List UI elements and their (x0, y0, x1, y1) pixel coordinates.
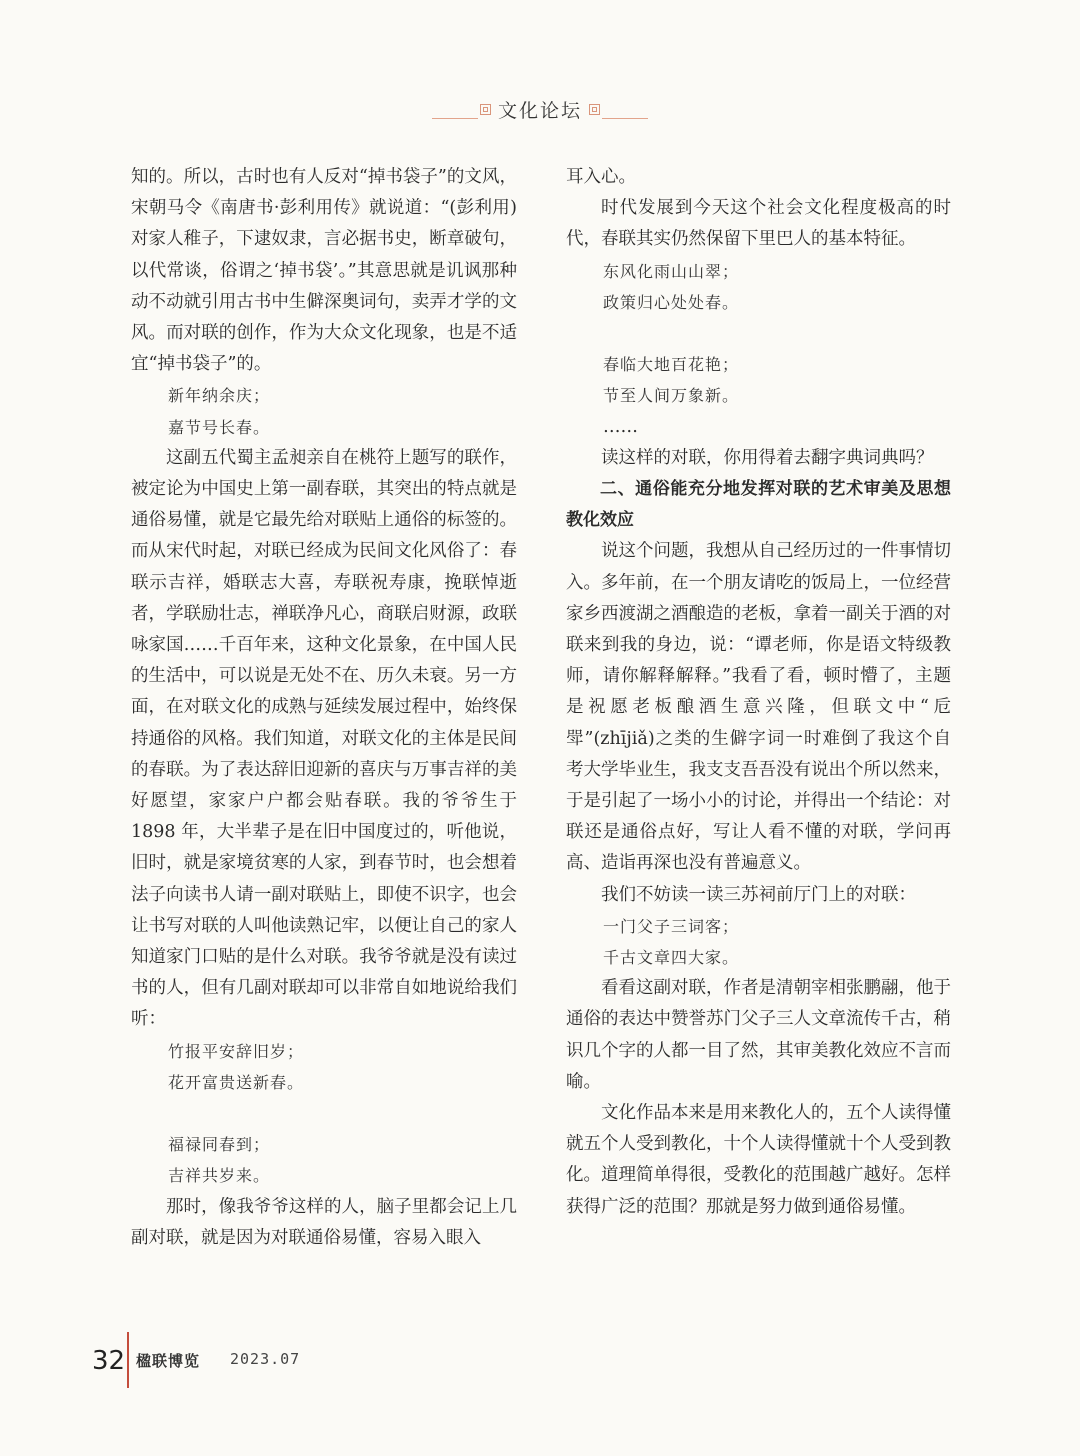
header-rule-right (602, 118, 648, 119)
paragraph: 这副五代蜀主孟昶亲自在桃符上题写的联作，被定论为中国史上第一副春联，其突出的特点就是通俗易懂，就是它最先给对联贴上通俗的标签的。而从宋代时起，对联已经成为民间文化风俗了：春联示吉祥，婚联志大喜，寿联祝寿康，挽联悼逝者，学联励壮志，禅联净凡心，商联启财源，政联咏家国……千百年来，这种文化景象，在中国人民的生活中，可以说是无处不在、历久未衰。另一方面，在对联文化的成熟与延续发展过程中，始终保持通俗的风格。我们知道，对联文化的主体是民间的春联。为了表达辞旧迎新的喜庆与万事吉祥的美好愿望，家家户户都会贴春联。我的爷爷生于 1898 年，大半辈子是在旧中国度过的，听他说，旧时，就是家境贫寒的人家，到春节时，也会想着法子向读书人请一副对联贴上，即使不识字，也会让书写对联的人叫他读熟记牢，以便让自己的家人知道家门口贴的是什么对联。我爷爷就是没有读过书的人，但有几副对联却可以非常自如地说给我们听： (131, 447, 517, 1030)
couplet-line: 花开富贵送新春。 (168, 1072, 305, 1092)
paragraph-continued: 耳入心。 (566, 167, 636, 187)
paragraph-continued: 知的。所以，古时也有人反对“掉书袋子”的文风，宋朝马令《南唐书·彭利用传》就说道：“(彭利用)对家人稚子，下逮奴隶，言必据书史，断章破句，以代常谈，俗谓之‘掉书袋’。”其意思就是讥讽那种动不动就引用古书中生僻深奥词句，卖弄才学的文风。而对联的创作，作为大众文化现象，也是不适宜“掉书袋子”的。 (131, 167, 517, 375)
left-column (131, 162, 517, 1254)
section-header (432, 96, 648, 126)
paragraph: 读这样的对联，你用得着去翻字典词典吗？ (601, 447, 934, 468)
ellipsis: …… (603, 416, 638, 437)
section-heading: 二、通俗能充分地发挥对联的艺术审美及思想教化效应 (566, 479, 951, 531)
paragraph: 我们不妨读一读三苏祠前厅门上的对联： (601, 884, 916, 905)
paragraph: 文化作品本来是用来教化人的，五个人读得懂就五个人受到教化，十个人读得懂就十个人受到教化。道理简单得很，受教化的范围越广越好。怎样获得广泛的范围？那就是努力做到通俗易懂。 (566, 1103, 951, 1217)
issue-date: 2023.07 (230, 1350, 301, 1368)
couplet-line: 春临大地百花艳； (603, 355, 740, 375)
couplet-line: 政策归心处处春。 (603, 292, 740, 312)
couplet-line: 嘉节号长春。 (168, 417, 271, 437)
right-column (566, 162, 951, 1223)
page-footer (92, 1332, 332, 1390)
verse-gap (131, 1098, 517, 1129)
paragraph: 时代发展到今天这个社会文化程度极高的时代，春联其实仍然保留下里巴人的基本特征。 (566, 198, 951, 250)
magazine-name: 楹联博览 (136, 1352, 201, 1370)
couplet-line: 一门父子三词客； (603, 916, 740, 936)
paragraph: 那时，像我爷爷这样的人，脑子里都会记上几副对联，就是因为对联通俗易懂，容易入眼入 (131, 1196, 517, 1248)
couplet-line: 福禄同春到； (168, 1135, 271, 1155)
section-title: 文化论坛 (497, 100, 582, 122)
verse-gap (566, 318, 951, 349)
paragraph: 说这个问题，我想从自己经历过的一件事情切入。多年前，在一个朋友请吃的饭局上，一位经营家乡西渡湖之酒酿造的老板，拿着一副关于酒的对联来到我的身边，说：“谭老师，你是语文特级教师，请你解释解释。”我看了看，顿时懵了，主题是祝愿老板酿酒生意兴隆，但联文中“卮斝”(zhījiǎ)之类的生僻字词一时难倒了我这个自考大学毕业生，我支支吾吾没有说出个所以然来，于是引起了一场小小的讨论，并得出一个结论：对联还是通俗点好，写让人看不懂的对联，学问再高、造诣再深也没有普遍意义。 (566, 541, 951, 874)
page-number: 32 (92, 1346, 126, 1376)
couplet-line: 千古文章四大家。 (603, 948, 740, 968)
couplet-line: 吉祥共岁来。 (168, 1166, 271, 1186)
header-ornament-right-icon (589, 104, 600, 115)
couplet-line: 节至人间万象新。 (603, 386, 740, 406)
couplet-line: 东风化雨山山翠； (603, 261, 740, 281)
paragraph: 看看这副对联，作者是清朝宰相张鹏翮，他于通俗的表达中赞誉苏门父子三人文章流传千古，稍识几个字的人都一目了然，其审美教化效应不言而喻。 (566, 978, 951, 1092)
couplet-line: 竹报平安辞旧岁； (168, 1041, 305, 1061)
couplet-line: 新年纳余庆； (168, 386, 271, 406)
footer-accent-rule (127, 1332, 129, 1388)
